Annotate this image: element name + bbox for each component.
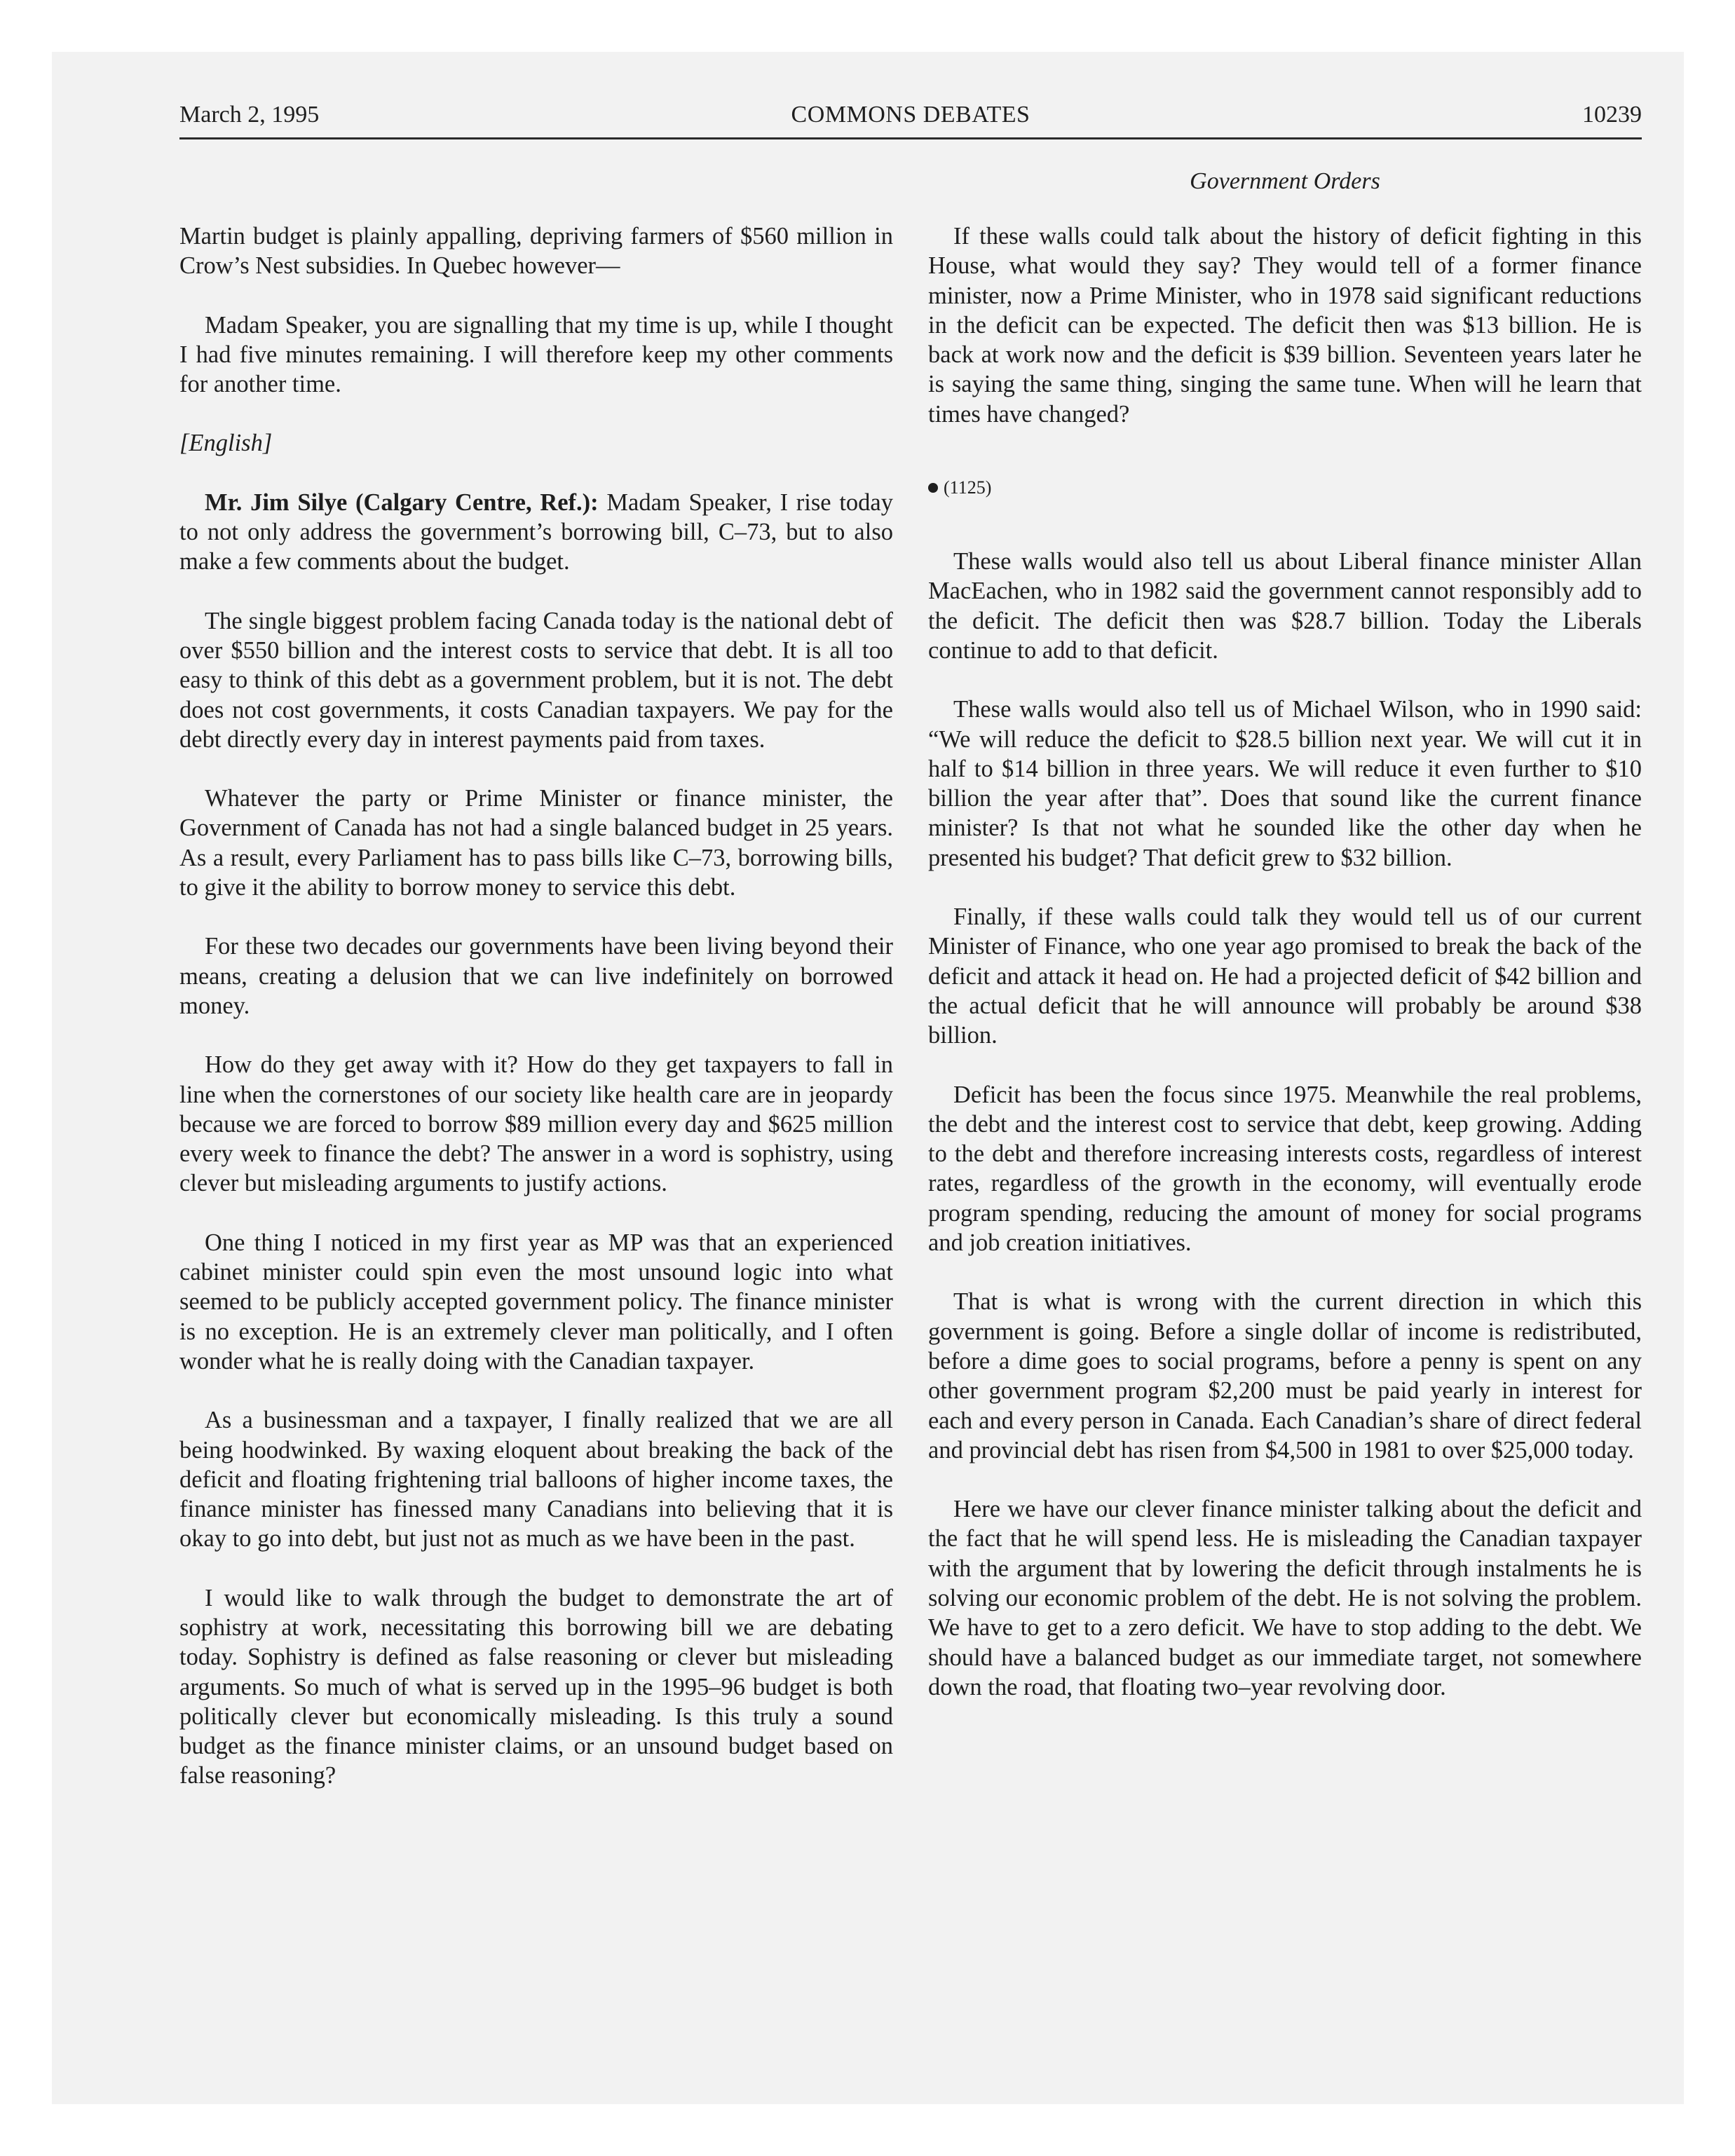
right-paragraph-1: If these walls could talk about the history of deficit fighting in this House, what would they say? They would tell of a former finance minister, now a Prime Minister, who in 1978 said significant reductions in the deficit can be expected. The deficit then was $13 billion. He is back at work now and the deficit is $39 billion. Seventeen years later he is saying the same thing, singing the same tune. When will he learn that times have changed? [928, 223, 1642, 428]
timestamp-marker [928, 458, 1642, 517]
left-paragraph-10: I would like to walk through the budget to demonstrate the art of sophistry at work, necessitating this borrowing bill we are debating today. Sophistry is defined as false reasoning or clever but misleading arguments. So much of what is served up in the 1995–96 budget is both politically clever but economically misleading. Is this truly a sound budget as the finance minister claims, or an unsound budget based on false reasoning? [179, 1584, 893, 1789]
speaker-name: Mr. Jim Silye (Calgary Centre, Ref.): [205, 489, 599, 516]
left-column [179, 221, 893, 1820]
right-paragraph-2: These walls would also tell us about Liberal finance minister Allan MacEachen, who in 1982 said the government cannot responsibly add to the deficit. The deficit then was $28.7 billion. Today the Liberals continue to add to that deficit. [928, 548, 1642, 664]
header-page-number: 10239 [1582, 102, 1642, 128]
header-date: March 2, 1995 [179, 102, 320, 128]
running-head: Government Orders [1190, 168, 1380, 194]
left-paragraph-5: Whatever the party or Prime Minister or finance minister, the Government of Canada has not had a single balanced budget in 25 years. As a result, every Parliament has to pass bills like C–73, borrowing bills, to give it the ability to borrow money to service this debt. [179, 785, 893, 901]
right-paragraph-6: That is what is wrong with the current direction in which this government is going. Before a single dollar of income is redistributed, before a dime goes to social programs, before a penny is spent on any other government program $2,200 must be paid yearly in interest for each and every person in Canada. Each Canadian’s share of direct federal and provincial debt has risen from $4,500 in 1981 to over $25,000 today. [928, 1288, 1642, 1464]
right-paragraph-5: Deficit has been the focus since 1975. Meanwhile the real problems, the debt and the interest cost to service that debt, keep growing. Adding to the debt and therefore increasing interests costs, regardless of interest rates, regardless of the growth in the economy, will eventually erode program spending, reducing the amount of money for social programs and job creation initiatives. [928, 1081, 1642, 1257]
right-paragraph-3: These walls would also tell us of Michael Wilson, who in 1990 said: “We will reduce the deficit to $28.5 billion next year. We will cut it in half to $14 billion in three years. We will reduce it even further to $10 billion the year after that”. Does that sound like the current finance minister? Is that not what he sounded like the other day when he presented his budget? That deficit grew to $32 billion. [928, 696, 1642, 871]
language-tag: [English] [179, 430, 273, 457]
left-paragraph-1: Martin budget is plainly appalling, depriving farmers of $560 million in Crow’s Nest subsidies. In Quebec however— [179, 223, 893, 280]
page-header [179, 94, 1642, 136]
bullet-icon [928, 483, 938, 493]
left-paragraph-6: For these two decades our governments have been living beyond their means, creating a delusion that we can live indefinitely on borrowed money. [179, 933, 893, 1019]
left-paragraph-9: As a businessman and a taxpayer, I finally realized that we are all being hoodwinked. By waxing eloquent about breaking the back of the deficit and floating frightening trial balloons of higher income taxes, the finance minister has finessed many Canadians into believing that it is okay to go into debt, but just not as much as we have been in the past. [179, 1407, 893, 1553]
left-paragraph-2: Madam Speaker, you are signalling that my time is up, while I thought I had five minutes remaining. I will therefore keep my other comments for another time. [179, 311, 893, 398]
left-paragraph-speaker [179, 488, 893, 577]
header-rule [179, 137, 1642, 139]
right-column [928, 221, 1642, 1731]
left-paragraph-8: One thing I noticed in my first year as MP was that an experienced cabinet minister could spin even the most unsound logic into what seemed to be publicly accepted government policy. The finance minister is no exception. He is an extremely clever man politically, and I often wonder what he is really doing with the Canadian taxpayer. [179, 1229, 893, 1374]
right-paragraph-4: Finally, if these walls could talk they would tell us of our current Minister of Finance, who one year ago promised to break the back of the deficit and attack it head on. He had a projected deficit of $42 billion and the actual deficit that he will announce will probably be around $38 billion. [928, 903, 1642, 1049]
timestamp-text: (1125) [944, 477, 992, 498]
left-paragraph-7: How do they get away with it? How do they get taxpayers to fall in line when the cornerstones of our society like health care are in jeopardy because we are forced to borrow $89 million every day and $625 million every week to finance the debt? The answer in a word is sophistry, using clever but misleading arguments to justify actions. [179, 1051, 893, 1197]
left-paragraph-4: The single biggest problem facing Canada today is the national debt of over $550 billion and the interest costs to service that debt. It is all too easy to think of this debt as a government problem, but it is not. The debt does not cost governments, it costs Canadian taxpayers. We pay for the debt directly every day in interest payments paid from taxes. [179, 607, 893, 753]
header-title: COMMONS DEBATES [791, 102, 1030, 128]
right-paragraph-7: Here we have our clever finance minister talking about the deficit and the fact that he will spend less. He is misleading the Canadian taxpayer with the argument that by lowering the deficit through instalments he is solving our economic problem of the debt. He is not solving the problem. We have to get to a zero deficit. We have to stop adding to the debt. We should have a balanced budget as our immediate target, not somewhere down the road, that floating two–year revolving door. [928, 1496, 1642, 1700]
speaker-text: Madam Speaker, I rise today to not only address the government’s borrowing bill, C–73, but to also make a few comments about the budget. [179, 489, 893, 575]
